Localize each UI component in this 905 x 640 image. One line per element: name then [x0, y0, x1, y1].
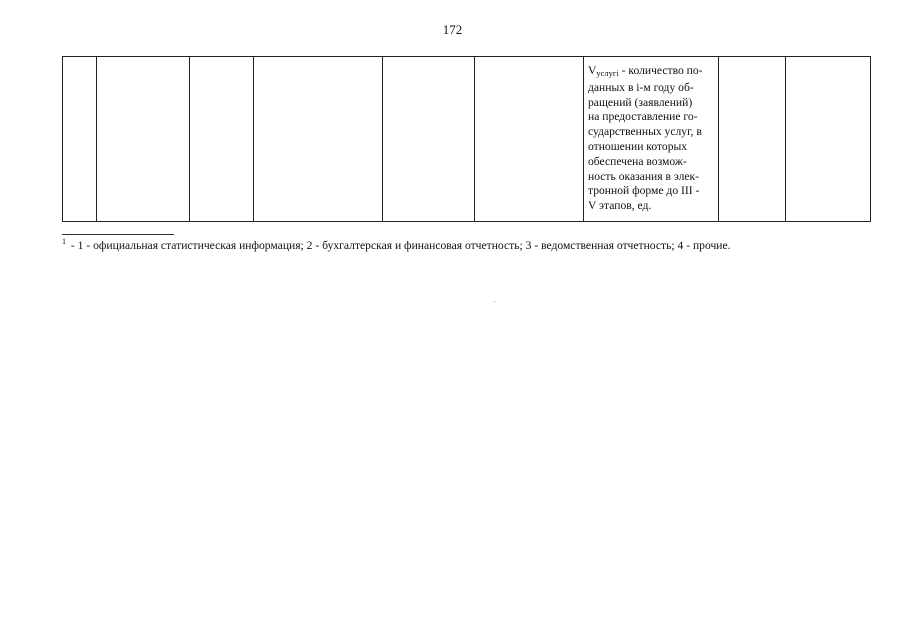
indicator-line: сударственных услуг, в — [588, 125, 702, 139]
indicator-line: V этапов, ед. — [588, 199, 652, 213]
table-row — [63, 57, 871, 222]
indicator-table — [62, 56, 871, 222]
indicator-line: обеспечена возмож- — [588, 154, 687, 168]
indicator-line: - количество по- — [618, 64, 703, 77]
table-cell — [383, 57, 475, 222]
footnote-text: - 1 - официальная статистическая информация; 2 - бухгалтерская и финансовая отчетность; 3 - ведомственная отчетность; 4 - прочие. — [68, 239, 731, 252]
table-cell — [63, 57, 97, 222]
indicator-line: данных в i-м году об- — [588, 80, 694, 94]
indicator-line: ращений (заявлений) — [588, 95, 693, 109]
page-number: 172 — [442, 22, 463, 37]
indicator-description-cell — [584, 57, 719, 222]
table-cell — [719, 57, 786, 222]
indicator-variable: V — [588, 64, 597, 77]
indicator-line: тронной форме до III - — [588, 184, 700, 198]
table-cell — [786, 57, 871, 222]
scan-speck — [494, 301, 495, 302]
indicator-variable-subscript: услугi — [596, 68, 619, 78]
footnote — [62, 237, 731, 252]
table-cell — [97, 57, 190, 222]
footnote-separator — [62, 234, 174, 235]
table-cell — [190, 57, 254, 222]
table-cell — [475, 57, 584, 222]
table-cell — [254, 57, 383, 222]
indicator-line: отношении которых — [588, 139, 688, 153]
footnote-mark: 1 — [62, 237, 66, 246]
indicator-line: ность оказания в элек- — [588, 169, 700, 183]
indicator-line: на предоставление го- — [588, 110, 698, 124]
